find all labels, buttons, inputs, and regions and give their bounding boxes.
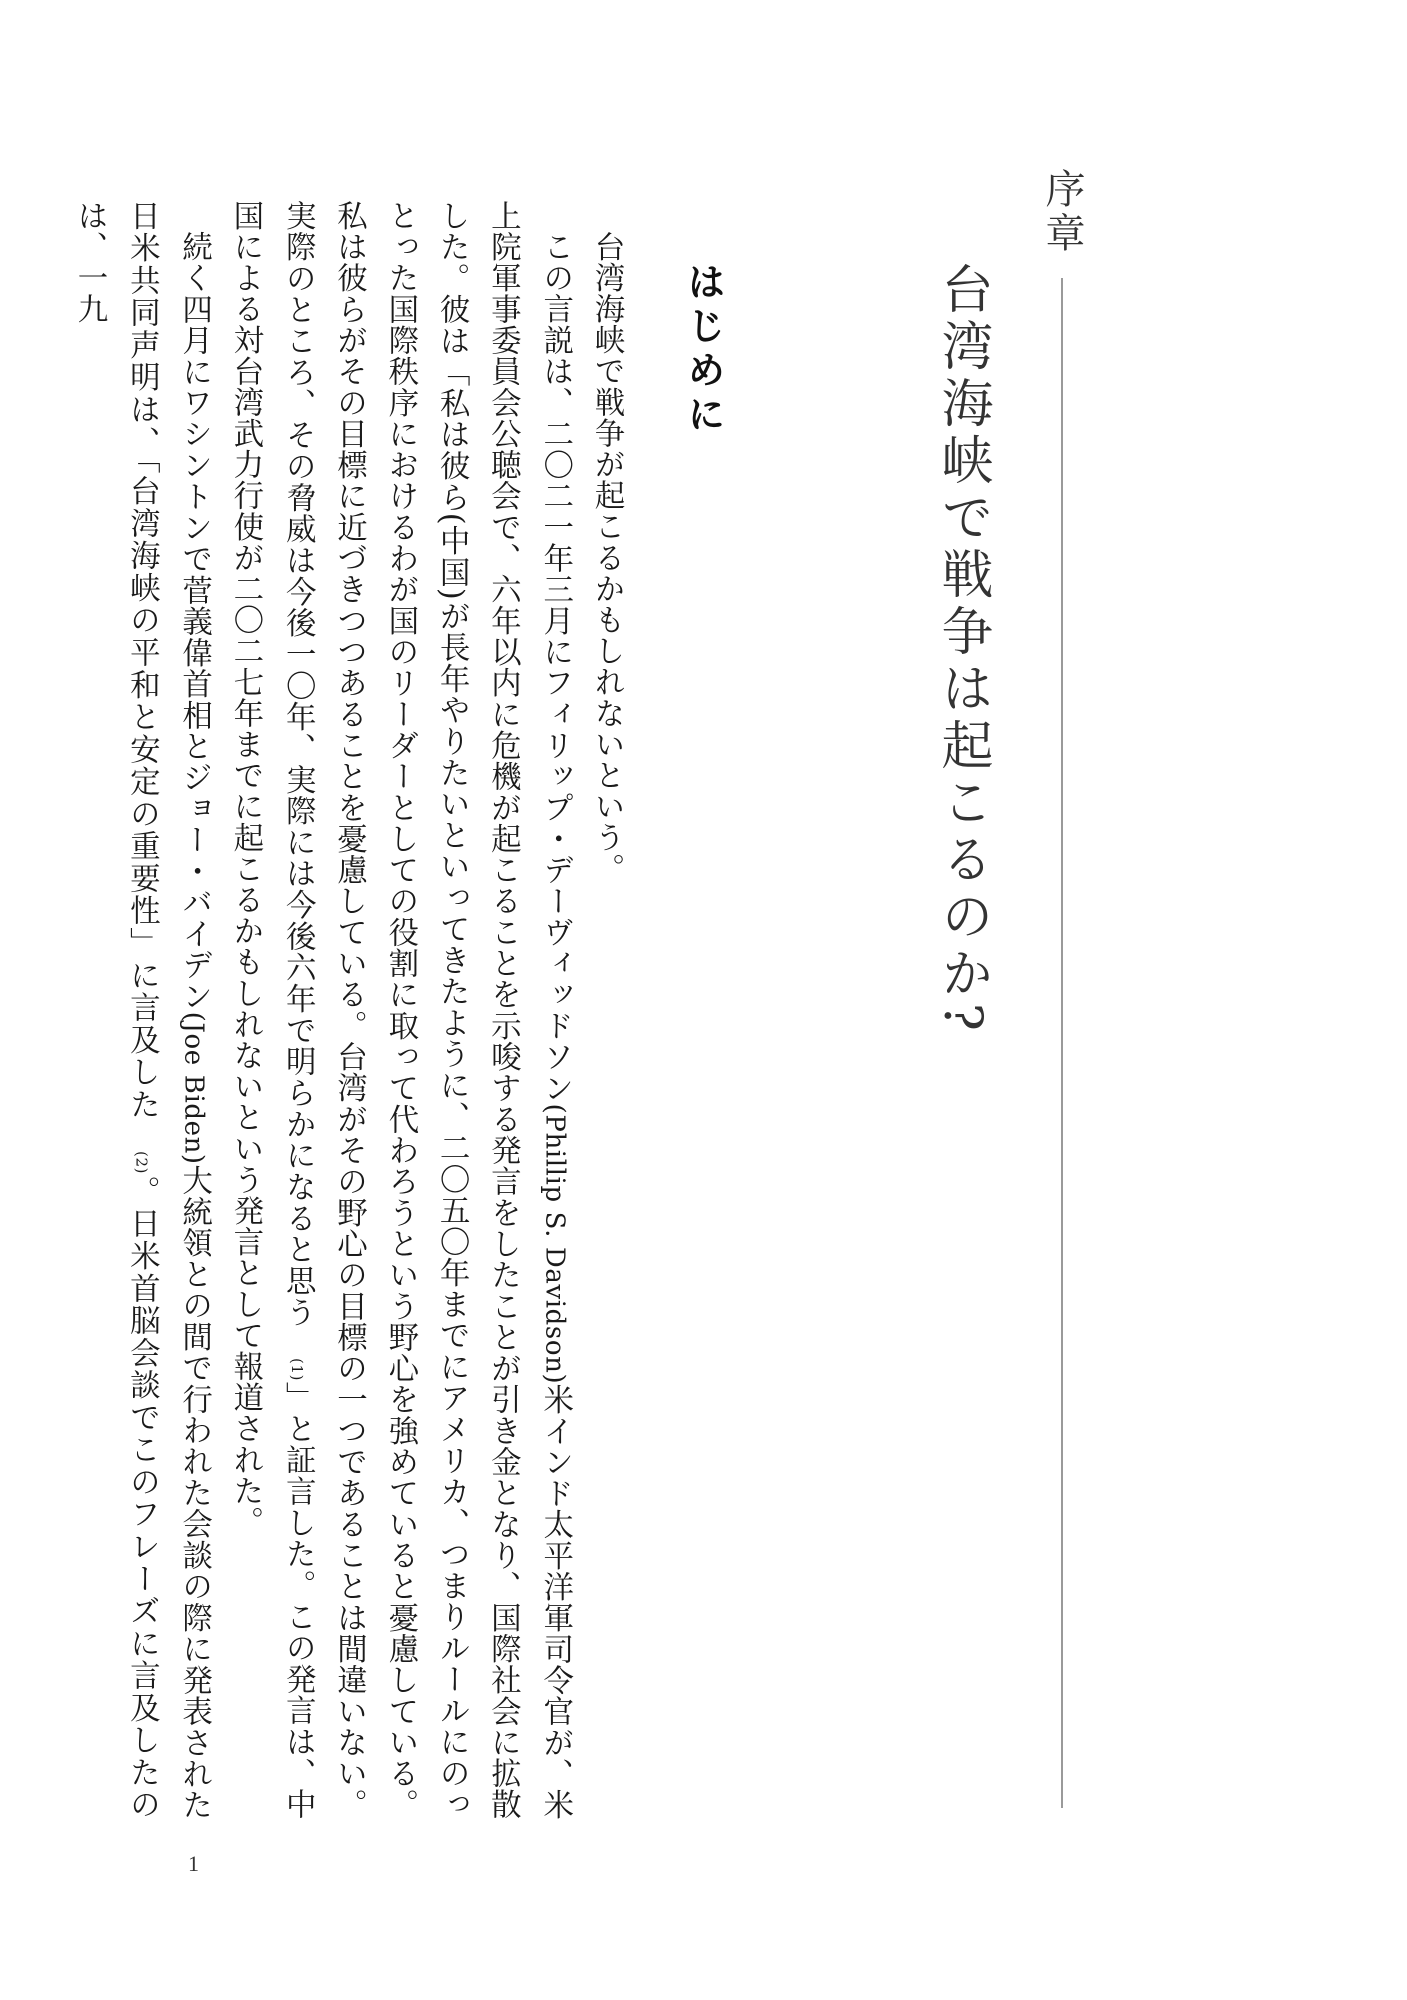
footnote-ref-1: (1)	[288, 1358, 307, 1382]
section-heading: はじめに	[681, 262, 725, 438]
page-number: 1	[188, 1851, 199, 1876]
latin-name-davidson: (Phillip S. Davidson)	[539, 1103, 570, 1384]
paragraph-3: 続く四月にワシントンで菅義偉首相とジョー・バイデン(Joe Biden)大統領との間で行われた会談の際に発表された日米共同声明は、「台湾海峡の平和と安定の重要性」に言及した(2)。日米首脳会談でこのフレーズに言及したのは、一九	[72, 200, 212, 1821]
body-text	[72, 200, 632, 1821]
footnote-ref-2: (2)	[132, 1151, 151, 1175]
chapter-label: 序章	[1039, 168, 1085, 256]
latin-name-biden: (Joe Biden)	[178, 1011, 209, 1165]
paragraph-1: 台湾海峡で戦争が起こるかもしれないという。	[589, 230, 624, 884]
chapter-rule-divider	[1061, 278, 1063, 1808]
paragraph-2: この言説は、二〇二一年三月にフィリップ・デーヴィッドソン(Phillip S. Davidson)米インド太平洋軍司令官が、米上院軍事委員会公聴会で、六年以内に危機が起こることを示唆する発言をしたことが引き金となり、国際社会に拡散した。彼は「私は彼ら(中国)が長年やりたいといってきたように、二〇五〇年までにアメリカ、つまりルールにのっとった国際秩序におけるわが国のリーダーとしての役割に取って代わろうという野心を強めていると憂慮している。私は彼らがその目標に近づきつつあることを憂慮している。台湾がその野心の目標の一つであることは間違いない。実際のところ、その脅威は今後一〇年、実際には今後六年で明らかになると思う(1)」と証言した。この発言は、中国による対台湾武力行使が二〇二七年までに起こるかもしれないという発言として報道された。	[227, 200, 573, 1820]
chapter-label-column	[1032, 168, 1092, 1808]
chapter-title: 台湾海峡で戦争は起こるのか?	[932, 262, 992, 1036]
